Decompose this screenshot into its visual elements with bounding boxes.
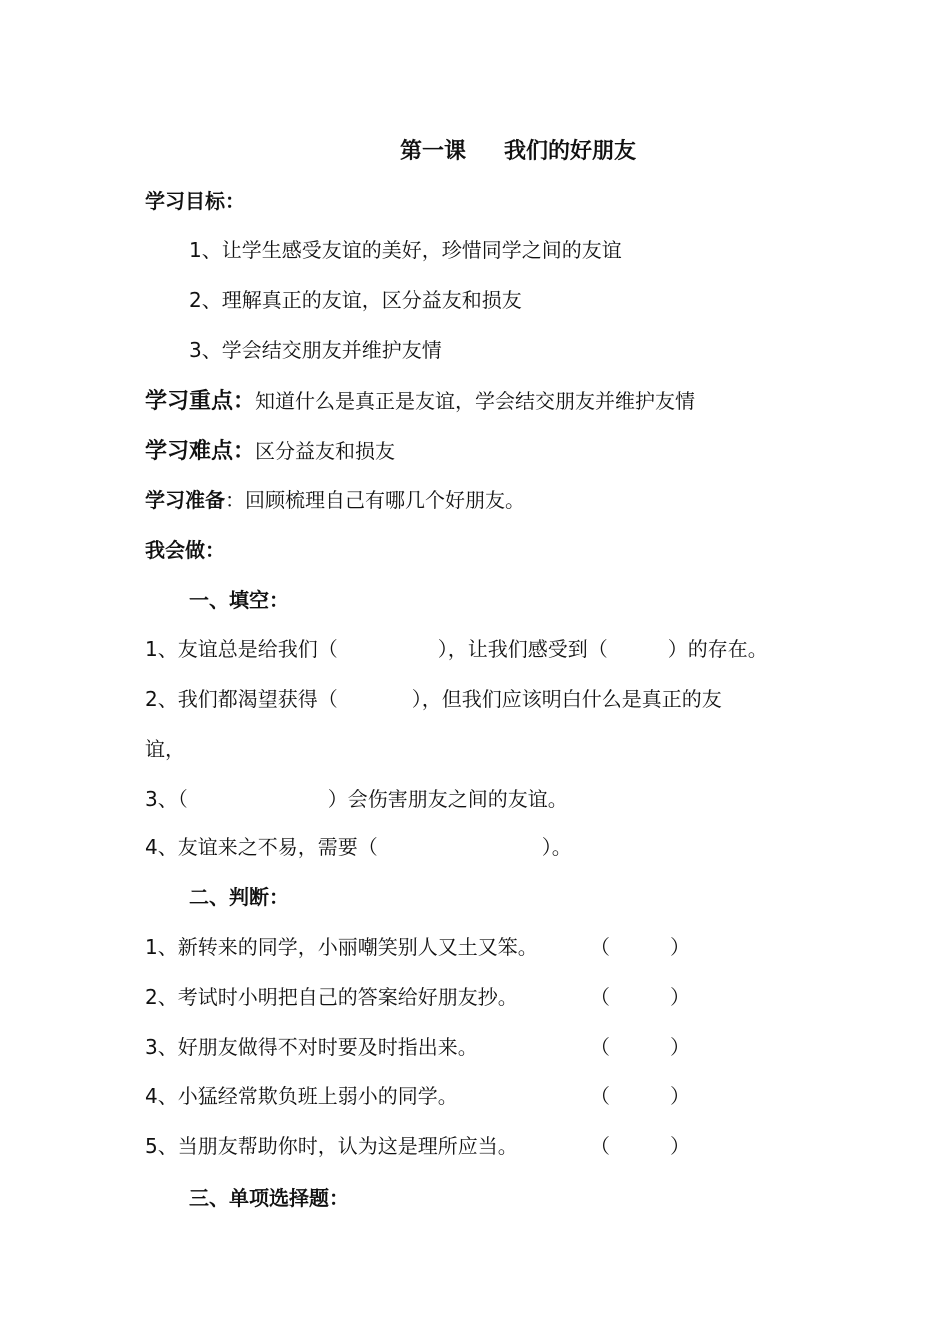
preparation-text: ：回顾梳理自己有哪几个好朋友。 (225, 488, 525, 512)
judgement-item-4: 4、小猛经常欺负班上弱小的同学。 (145, 1084, 458, 1108)
objective-item-2: 2、理解真正的友谊，区分益友和损友 (189, 288, 522, 312)
q4-part-a: 4、友谊来之不易，需要（ (145, 835, 378, 859)
fill-blank-question-2-continued: 谊， (145, 737, 185, 761)
q2-part-b: ），但我们应该明白什么是真正的友 (411, 687, 722, 711)
objective-item-1: 1、让学生感受友谊的美好，珍惜同学之间的友谊 (189, 238, 622, 262)
judgement-heading: 二、判断： (189, 885, 289, 909)
q2-part-a: 2、我们都渴望获得（ (145, 687, 338, 711)
q4-part-b: ）。 (541, 835, 572, 859)
preparation-label: 学习准备 (145, 488, 225, 512)
title-part2: 我们的好朋友 (504, 139, 637, 164)
difficulty-label: 学习难点： (145, 439, 256, 464)
judgement-answer-1[interactable]: （ ） (590, 935, 690, 959)
preparation-line (145, 487, 525, 513)
title-part1: 第一课 (400, 139, 467, 164)
i-can-do-heading: 我会做： (145, 538, 225, 562)
judgement-answer-4[interactable]: （ ） (590, 1084, 690, 1108)
single-choice-heading: 三、单项选择题： (189, 1186, 349, 1210)
judgement-item-2: 2、考试时小明把自己的答案给好朋友抄。 (145, 985, 518, 1009)
judgement-item-3: 3、好朋友做得不对时要及时指出来。 (145, 1035, 478, 1059)
judgement-item-1: 1、新转来的同学，小丽嘲笑别人又土又笨。 (145, 935, 538, 959)
objectives-heading: 学习目标： (145, 189, 245, 213)
q3-part-b: ）会伤害朋友之间的友谊。 (327, 787, 568, 811)
page-title (400, 138, 636, 166)
difficulty-line (145, 438, 395, 465)
difficulty-text: 区分益友和损友 (255, 439, 396, 463)
fill-blank-question-1 (145, 636, 768, 662)
objective-item-3: 3、学会结交朋友并维护友情 (189, 338, 442, 362)
fill-blank-question-4 (145, 834, 572, 860)
judgement-answer-5[interactable]: （ ） (590, 1134, 690, 1158)
q3-part-a: 3、（ (145, 787, 188, 811)
judgement-answer-3[interactable]: （ ） (590, 1035, 690, 1059)
key-point-label: 学习重点： (145, 389, 256, 414)
fill-blank-question-3 (145, 786, 568, 812)
fill-blank-question-2 (145, 686, 722, 712)
key-point-text: 知道什么是真正是友谊，学会结交朋友并维护友情 (255, 389, 696, 413)
q1-part-a: 1、友谊总是给我们（ (145, 637, 338, 661)
judgement-answer-2[interactable]: （ ） (590, 985, 690, 1009)
fill-blank-heading: 一、填空： (189, 588, 289, 612)
key-point-line (145, 388, 695, 415)
q1-part-b: ），让我们感受到（ (437, 637, 608, 661)
judgement-item-5: 5、当朋友帮助你时，认为这是理所应当。 (145, 1134, 518, 1158)
q1-part-c: ）的存在。 (667, 637, 768, 661)
